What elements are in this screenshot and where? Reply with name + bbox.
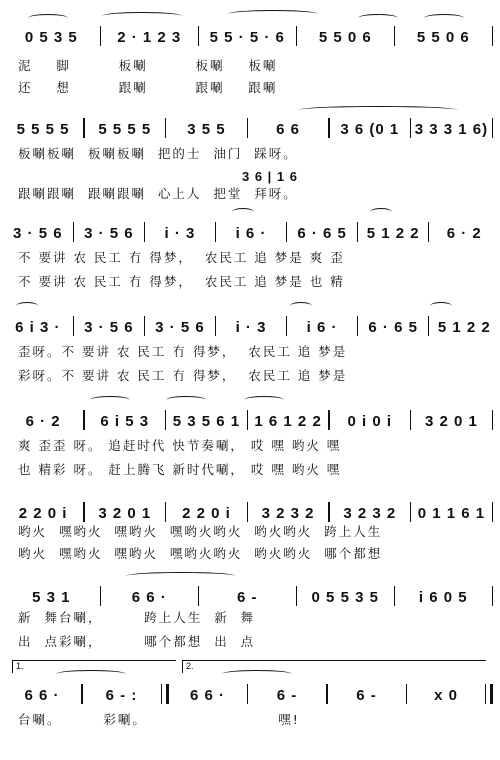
measure: 3 3 3 1 6) (414, 121, 489, 138)
barline (83, 118, 85, 138)
measure: 6 - (236, 589, 258, 606)
slur (290, 302, 312, 310)
lyric-verse-2: 跟唰跟唰 跟唰跟唰 心上人 把堂 拜呀。 (18, 186, 298, 201)
measure: 5 5 5 5 (16, 121, 70, 138)
measure: 0 i 0 i (347, 413, 393, 430)
lyric-verse-2: 出 点彩唰， 哪个都想 出 点 (18, 634, 256, 649)
measure: 0 5 5 3 5 (311, 589, 379, 606)
barline (326, 684, 328, 704)
barline (286, 222, 288, 242)
measure: 5 3 1 (32, 589, 71, 606)
measure: x 0 (434, 687, 458, 704)
measure: i 6 · (306, 319, 338, 336)
measure: 5 5 0 6 (416, 29, 470, 46)
measure: 5 5 0 6 (318, 29, 372, 46)
measure: 3 · 5 6 (13, 225, 63, 242)
second-ending-bracket: 2. (182, 660, 486, 673)
measure: 6 · 2 (25, 413, 61, 430)
barline (286, 316, 288, 336)
slur (232, 208, 254, 216)
slur (244, 396, 284, 404)
barline (100, 586, 102, 606)
measure: 0 5 3 5 (24, 29, 78, 46)
notes-line (6, 312, 496, 336)
barline (492, 118, 494, 138)
measure: 3 2 3 2 (343, 505, 397, 522)
barline (165, 410, 167, 430)
slur (166, 396, 206, 404)
measure: 3 6 (0 1 (340, 121, 400, 138)
measure: 3 2 0 1 (98, 505, 152, 522)
measure: 6 · 6 5 (297, 225, 347, 242)
measure: i · 3 (235, 319, 267, 336)
barline (357, 316, 359, 336)
barline (296, 26, 298, 46)
measure: 2 2 0 i (18, 505, 68, 522)
notes-line (6, 680, 496, 704)
lyric-verse-2: 也 精彩 呀。 赶上腾飞 新时代唰， 哎 嘿 哟火 嘿 (18, 462, 342, 477)
measure: 6 · 2 (446, 225, 482, 242)
first-ending-bracket: 1. (12, 660, 176, 673)
barline (83, 410, 85, 430)
measure: 5 1 2 2 (437, 319, 491, 336)
measure: 3 5 5 (187, 121, 226, 138)
lyric-verse-2: 还 想 跟唰 跟唰 跟唰 (18, 80, 278, 95)
barline (492, 502, 494, 522)
measure: 3 · 5 6 (84, 225, 134, 242)
barline (492, 410, 494, 430)
barline (410, 118, 412, 138)
slur (28, 14, 68, 22)
barline (357, 222, 359, 242)
notes-line (6, 582, 496, 606)
barline (410, 410, 412, 430)
barline (73, 222, 75, 242)
measure: 6 6 · (24, 687, 60, 704)
measure: 0 1 1 6 1 (417, 505, 486, 522)
lyric-verse-1: 新 舞台唰， 跨上人生 新 舞 (18, 610, 256, 625)
barline (100, 26, 102, 46)
barline (73, 316, 75, 336)
barline (144, 316, 146, 336)
barline (394, 26, 396, 46)
barline (165, 118, 167, 138)
measure: 6 6 · (189, 687, 225, 704)
slur (90, 396, 130, 404)
barline (492, 26, 494, 46)
barline (410, 502, 412, 522)
measure: 5 5 · 5 · 6 (209, 29, 285, 46)
tie (222, 670, 292, 678)
barline (198, 586, 200, 606)
measure: 6 i 3 · (15, 319, 61, 336)
lyric-verse-1: 歪呀。不 要讲 农 民工 冇 得梦， 农民工 追 梦是 (18, 344, 348, 359)
measure: i · 3 (164, 225, 196, 242)
barline (83, 502, 85, 522)
measure: 6 6 (276, 121, 301, 138)
tie (56, 670, 126, 678)
tie (126, 572, 236, 580)
slur (424, 14, 464, 22)
slur (228, 10, 318, 18)
barline (247, 502, 249, 522)
barline (428, 316, 430, 336)
barline (296, 586, 298, 606)
alt-notes: 3 6 | 1 6 (242, 169, 299, 184)
barline (328, 502, 330, 522)
barline (144, 222, 146, 242)
barline (247, 684, 249, 704)
barline (394, 586, 396, 606)
measure: 6 - (276, 687, 298, 704)
slur (358, 14, 398, 22)
notes-line (6, 406, 496, 430)
lyric-verse-1: 哟火 嘿哟火 嘿哟火 嘿哟火哟火 哟火哟火 跨上人生 (18, 524, 383, 539)
measure: 6 i 5 3 (100, 413, 150, 430)
barline (328, 410, 330, 430)
measure: 5 1 2 2 (366, 225, 420, 242)
lyric-verse-1: 板唰板唰 板唰板唰 把的士 油门 踩呀。 (18, 146, 298, 161)
barline (247, 410, 249, 430)
slur (298, 106, 458, 114)
notes-line (6, 114, 496, 138)
slur (430, 302, 452, 310)
measure: 6 6 · (131, 589, 167, 606)
measure: 6 - (356, 687, 377, 704)
barline (428, 222, 430, 242)
measure: 5 5 5 5 (98, 121, 152, 138)
slur (370, 208, 392, 216)
barline (198, 26, 200, 46)
lyric-verse-1: 不 要讲 农 民工 冇 得梦， 农民工 追 梦是 爽 歪 (18, 250, 345, 265)
barline (328, 118, 330, 138)
measure: 3 · 5 6 (84, 319, 134, 336)
repeat-barline (161, 684, 169, 704)
measure: i 6 0 5 (418, 589, 468, 606)
notes-line (6, 498, 496, 522)
lyric-verse-2: 不 要讲 农 民工 冇 得梦， 农民工 追 梦是 也 精 (18, 274, 345, 289)
measure: 3 2 3 2 (261, 505, 315, 522)
slur (16, 302, 38, 310)
lyric-line: 台唰。 彩唰。 嘿! (18, 712, 300, 727)
measure: 6 - : (105, 687, 138, 704)
measure: 3 2 0 1 (425, 413, 478, 430)
lyric-verse-2: 哟火 嘿哟火 嘿哟火 嘿哟火哟火 哟火哟火 哪个都想 (18, 546, 383, 561)
lyric-verse-1: 泥 脚 板唰 板唰 板唰 (18, 58, 278, 73)
barline (215, 316, 217, 336)
notes-line (6, 22, 496, 46)
measure: 5 3 5 6 1 (172, 413, 241, 430)
measure: 2 2 0 i (182, 505, 231, 522)
lyric-verse-2: 彩呀。不 要讲 农 民工 冇 得梦， 农民工 追 梦是 (18, 368, 348, 383)
notes-line (6, 218, 496, 242)
lyric-verse-1: 爽 歪歪 呀。 追赶时代 快节奏唰， 哎 嘿 哟火 嘿 (18, 438, 342, 453)
barline (247, 118, 249, 138)
barline (492, 586, 494, 606)
slur (102, 12, 182, 20)
measure: 6 · 6 5 (368, 319, 418, 336)
barline (81, 684, 83, 704)
measure: 2 · 1 2 3 (117, 29, 182, 46)
measure: i 6 · (235, 225, 267, 242)
measure: 3 · 5 6 (155, 319, 205, 336)
barline (215, 222, 217, 242)
barline (165, 502, 167, 522)
measure: 1 6 1 2 2 (254, 413, 322, 430)
final-barline (485, 684, 493, 704)
barline (406, 684, 408, 704)
